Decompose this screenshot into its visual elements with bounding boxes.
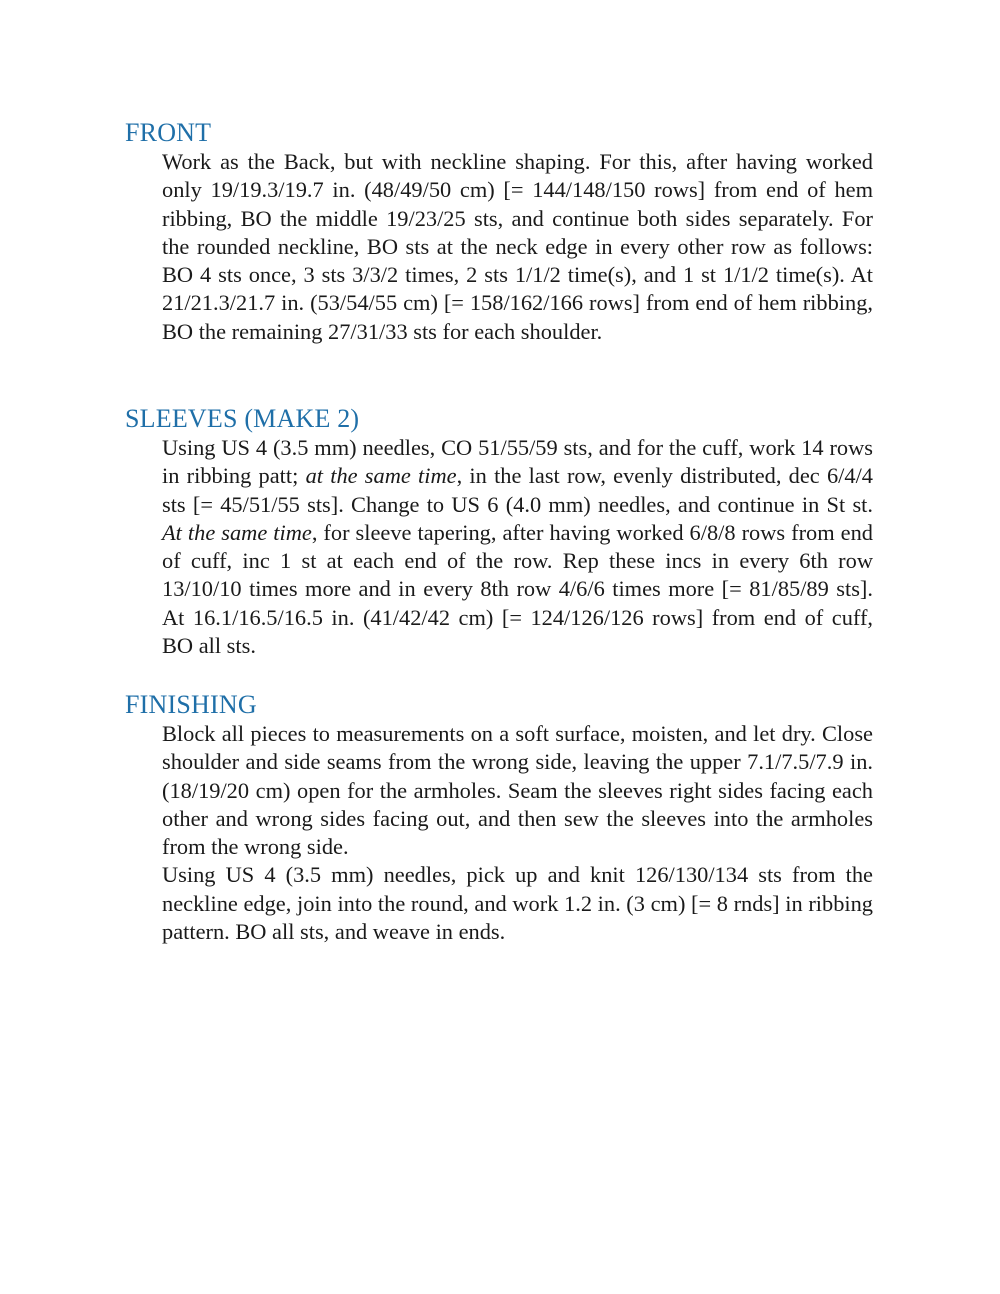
sleeves-paragraph [162,434,873,660]
sleeves-text-part3: , for sleeve tapering, after having worked 6/8/8 rows from end of cuff, inc 1 st at each end of the row. Rep these incs in every 6th row 13/10/10 times more and in every 8th row 4/6/6 times more [= 81/85/89 sts]. At 16.1/16.5/16.5 in. (41/42/42 cm) [= 124/126/126 rows] from end of cuff, BO all sts. [162,519,873,659]
finishing-paragraph-2: Using US 4 (3.5 mm) needles, pick up and knit 126/130/134 sts from the neckline edge, join into the round, and work 1.2 in. (3 cm) [= 8 rnds] in ribbing pattern. BO all sts, and weave in ends. [162,862,873,945]
sleeves-italic-2: At the same time [162,519,312,545]
sleeves-text-part1: Using US 4 (3.5 mm) needles, CO 51/55/59 sts, and for the cuff, work 14 rows in ribbing patt; [162,435,873,489]
section-front [125,118,885,346]
section-heading-finishing: FINISHING [125,690,257,719]
section-sleeves [125,404,885,660]
finishing-paragraph-1: Block all pieces to measurements on a soft surface, moisten, and let dry. Close shoulder and side seams from the wrong side, leaving the upper 7.1/7.5/7.9 in. (18/19/20 cm) open for the armholes. Seam the sleeves right sides facing each other and wrong sides facing out, and then sew the sleeves into the armholes from the wrong side. [162,721,873,860]
section-finishing [125,690,885,946]
section-heading-front: FRONT [125,118,212,147]
front-paragraph: Work as the Back, but with neckline shaping. For this, after having worked only 19/19.3/19.7 in. (48/49/50 cm) [= 144/148/150 rows] from end of hem ribbing, BO the middle 19/23/25 sts, and continue both sides separately. For the rounded neckline, BO sts at the neck edge in every other row as follows: BO 4 sts once, 3 sts 3/3/2 times, 2 sts 1/1/2 time(s), and 1 st 1/1/2 time(s). At 21/21.3/21.7 in. (53/54/55 cm) [= 158/162/166 rows] from end of hem ribbing, BO the remaining 27/31/33 sts for each shoulder. [162,149,873,344]
sleeves-italic-1: at the same time [305,463,457,489]
sleeves-text-part2: , in the last row, evenly distributed, dec 6/4/4 sts [= 45/51/55 sts]. Change to US 6 (4.0 mm) needles, and continue in St st. [162,463,874,517]
section-heading-sleeves: SLEEVES (MAKE 2) [125,404,360,433]
